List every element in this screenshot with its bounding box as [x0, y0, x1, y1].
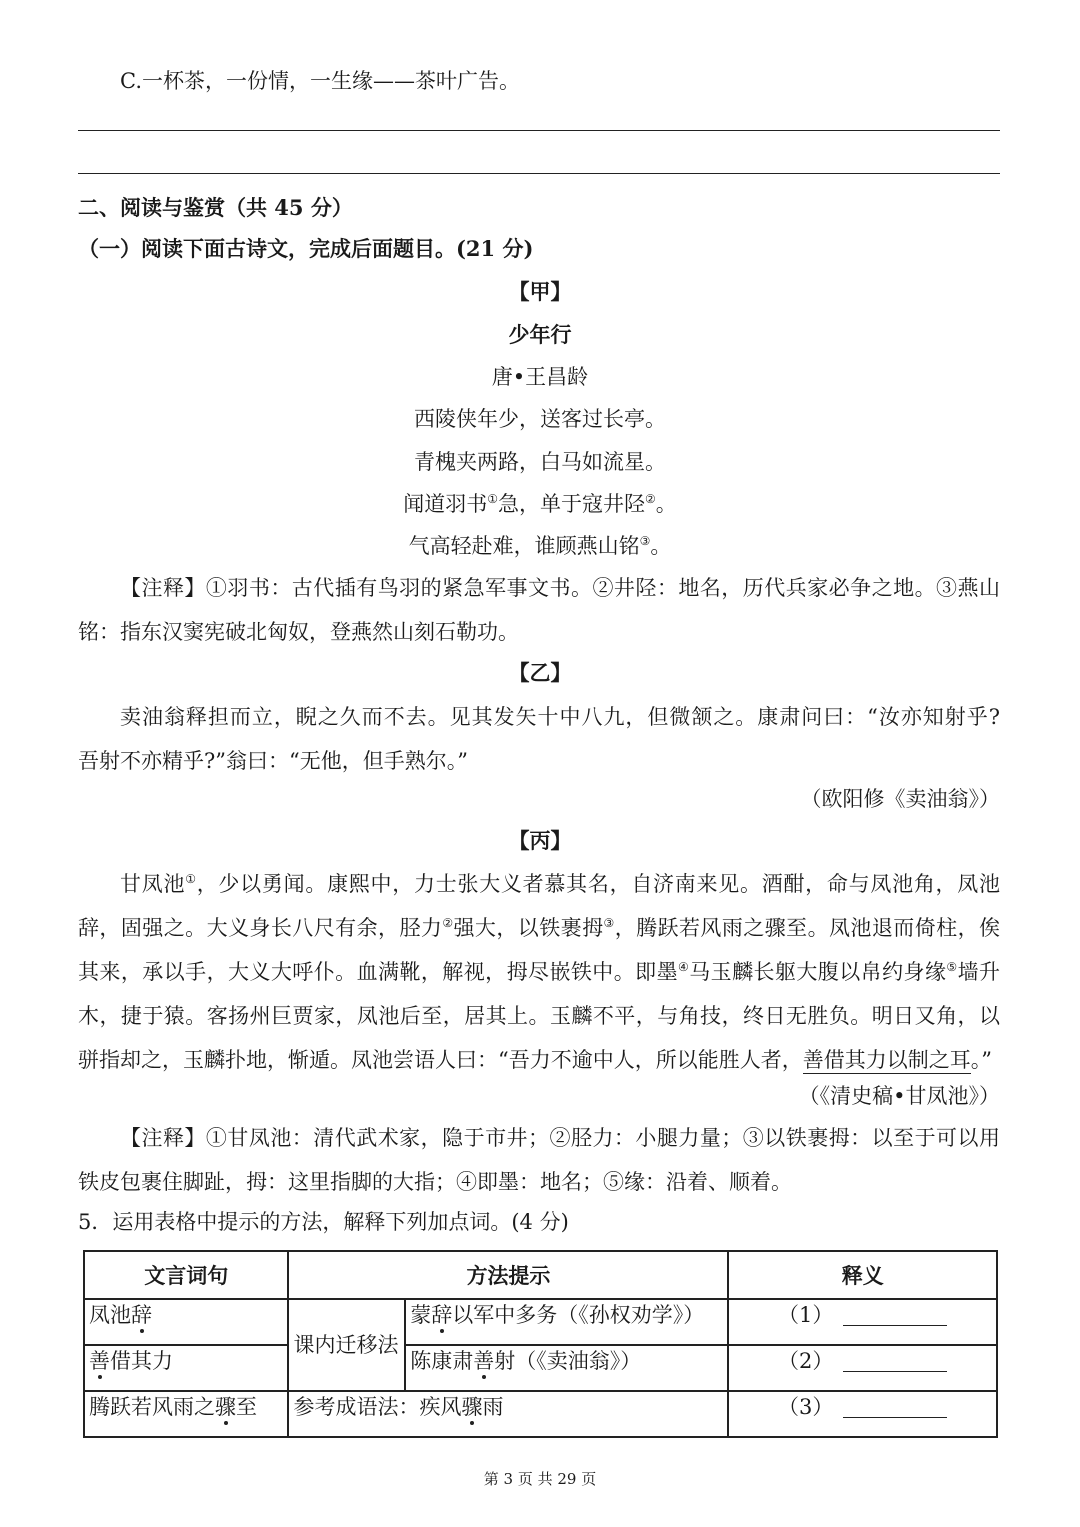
answer-cell[interactable]: （2） [728, 1345, 997, 1391]
question-5-stem: 5．运用表格中提示的方法，解释下列加点词。(4 分) [78, 1210, 569, 1234]
bing-text: 甘凤池①，少以勇闻。康熙中，力士张大义者慕其名，自济南来见。酒酣，命与凤池角，凤池 辞，固强之。大义身长八尺有余，胫力②强大，以铁裹拇③，腾跃若风雨之骤至。凤池退而倚柱，俟 其来，承以手，大义大呼仆。血满靴，解视，拇尽嵌铁中。即墨④马玉麟长躯大腹以帛约身缘⑤墙升 木，捷于猿。客扬州巨贾家，凤池后至，居其上。玉麟不平，与角技，终日无胜负。明日又角，以 骈指却之，玉麟扑地，惭遁。凤池尝语人曰：“吾力不逾中人，所以能胜人者，善借其力以制之耳。” [78, 872, 1001, 1072]
jia-notes: 【注释】①羽书：古代插有鸟羽的紧急军事文书。②井陉：地名，历代兵家必争之地。③燕山 铭：指东汉窦宪破北匈奴，登燕然山刻石勒功。 [78, 576, 1000, 644]
answer-blank-3[interactable] [843, 1399, 947, 1418]
label-yi: 【乙】 [508, 660, 572, 685]
page-footer: 第 3 页 共 29 页 [483, 1470, 597, 1488]
poem-line-3: 闻道羽书①急，单于寇井陉②。 [403, 492, 677, 516]
table-row [84, 1299, 997, 1345]
bing-notes: 【注释】①甘凤池：清代武术家，隐于市井；②胫力：小腿力量；③以铁裹拇：以至于可以用 铁皮包裹住脚趾，拇：这里指脚的大指；④即墨：地名；⑤缘：沿着、顺着。 [78, 1126, 1000, 1194]
answer-line-1 [78, 130, 1000, 131]
question-5-table [83, 1250, 998, 1438]
label-bing: 【丙】 [508, 828, 572, 853]
phrase-cell: 善借其力 [84, 1345, 288, 1391]
table-row [84, 1391, 997, 1437]
subsection-title: （一）阅读下面古诗文，完成后面题目。(21 分) [78, 236, 534, 261]
header-meaning: 释义 [728, 1251, 997, 1299]
answer-blank-2[interactable] [843, 1353, 947, 1372]
label-jia: 【甲】 [508, 279, 572, 304]
phrase-cell: 腾跃若风雨之骤至 [84, 1391, 288, 1437]
answer-line-2 [78, 173, 1000, 174]
phrase-cell: 凤池辞 [84, 1299, 288, 1345]
answer-cell[interactable]: （3） [728, 1391, 997, 1437]
underlined-phrase: 善借其力以制之耳 [802, 1048, 971, 1072]
method-group-cell: 课内迁移法 [288, 1299, 405, 1391]
yi-text: 卖油翁释担而立，睨之久而不去。见其发矢十中八九，但微颔之。康肃问曰：“汝亦知射乎? 吾射不亦精乎?”翁曰：“无他，但手熟尔。” [78, 705, 1000, 773]
answer-blank-1[interactable] [843, 1307, 947, 1326]
poem-line-2: 青槐夹两路，白马如流星。 [414, 450, 666, 474]
bing-source: （《清史稿•甘凤池》） [798, 1084, 1000, 1108]
poem-line-1: 西陵侠年少，送客过长亭。 [414, 407, 666, 431]
header-phrase: 文言词句 [84, 1251, 288, 1299]
header-method: 方法提示 [288, 1251, 728, 1299]
hint-cell: 陈康肃善射（《卖油翁》） [405, 1345, 728, 1391]
table-header-row [84, 1251, 997, 1299]
section-title: 二、阅读与鉴赏（共 45 分） [78, 195, 353, 220]
poem-author: 唐•王昌龄 [491, 365, 589, 389]
option-c: C.一杯茶，一份情，一生缘——茶叶广告。 [120, 69, 520, 93]
answer-cell[interactable]: （1） [728, 1299, 997, 1345]
poem-line-4: 气高轻赴难，谁顾燕山铭③。 [408, 534, 672, 558]
table-row [84, 1345, 997, 1391]
hint-cell: 参考成语法：疾风骤雨 [288, 1391, 728, 1437]
poem-title: 少年行 [508, 322, 572, 347]
yi-source: （欧阳修《卖油翁》） [800, 787, 1000, 811]
hint-cell: 蒙辞以军中多务（《孙权劝学》） [405, 1299, 728, 1345]
